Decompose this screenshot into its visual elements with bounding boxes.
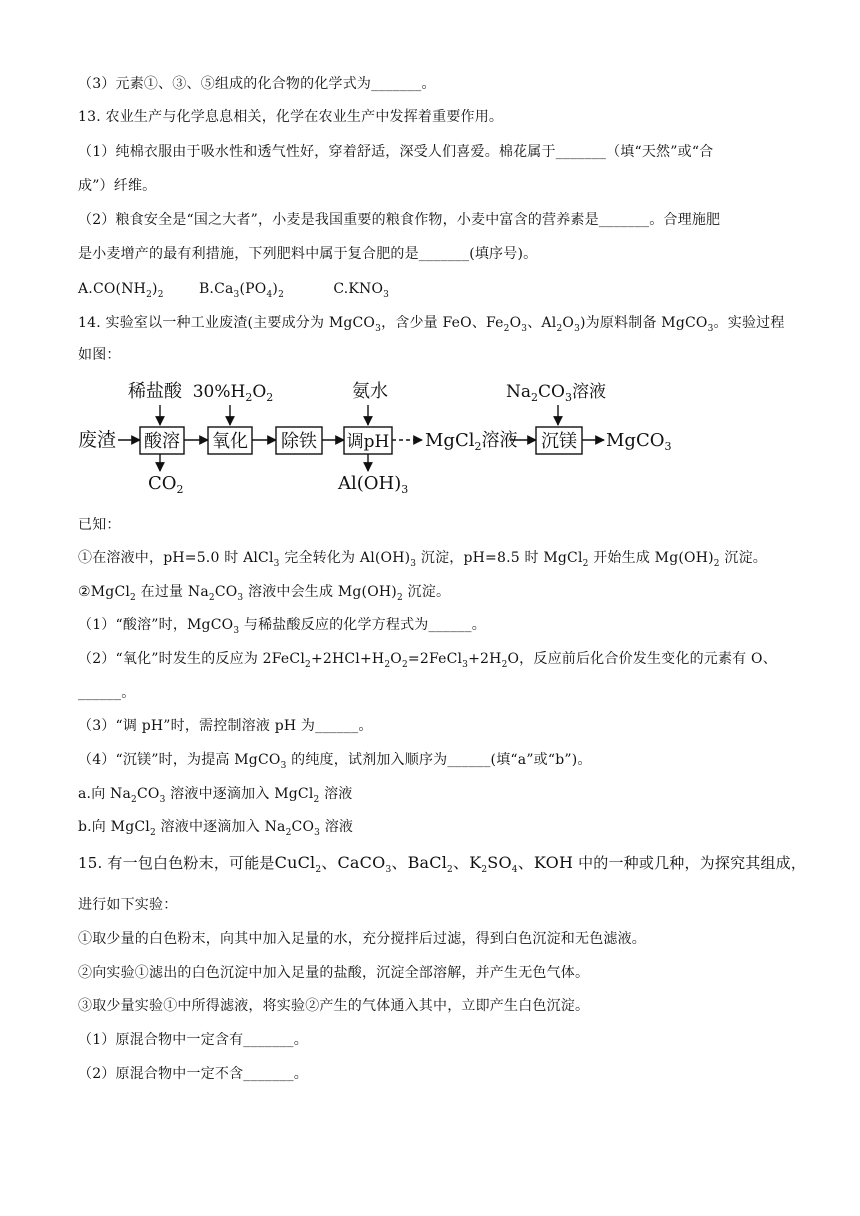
q15-step2: ②向实验①滤出的白色沉淀中加入足量的盐酸，沉淀全部溶解，并产生无色气体。 [78, 965, 590, 981]
q14-known-1: ①在溶液中，pH=5.0 时 AlCl$_3$ 完全转化为 $Al(OH)_3$ 沉淀，pH=8.5 时 MgCl$_2$ 开始生成 $Mg(OH)_2$ 沉淀。 [78, 550, 767, 569]
q15-part1: （1）原混合物中一定含有_______。 [78, 1032, 308, 1048]
process-flow-diagram [70, 345, 710, 505]
flow-output-co2: $CO_2$ [148, 473, 184, 496]
q13-stem: 13. 农业生产与化学息息相关，化学在农业生产中发挥着重要作用。 [78, 109, 504, 125]
q14-stem-line1: 14. 实验室以一种工业废渣(主要成分为 MgCO$_3$，含少量 FeO、$Fe_2O_3$、$Al_2O_3$)为原料制备 MgCO$_3$。实验过程 [78, 315, 785, 334]
flow-step-acid: 酸溶 [144, 431, 180, 452]
q13-option-a: $A.CO(NH_2)_2$ [78, 281, 164, 300]
q14-part2-line2: ______。 [78, 685, 136, 701]
flow-reagent-hcl: 稀盐酸 [128, 381, 182, 402]
q14-known: 已知： [78, 517, 121, 533]
q13-part2-line2: 是小麦增产的最有利措施，下列肥料中属于复合肥的是_______(填序号)。 [78, 246, 538, 262]
flow-step-oxidize: 氧化 [212, 431, 248, 452]
flow-step-remove-iron: 除铁 [281, 431, 317, 452]
q14-option-a: a.向 $Na_2CO_3$ 溶液中逐滴加入 MgCl$_2$ 溶液 [78, 786, 353, 805]
q15-stem-line2: 进行如下实验： [78, 897, 178, 913]
flow-step-adjust-ph: 调pH [346, 432, 390, 452]
q13-part1-line2: 成”）纤维。 [78, 178, 157, 194]
q13-option-c: $C.KNO_3$ [333, 281, 390, 300]
q14-part3: （3）“调 pH”时，需控制溶液 pH 为______。 [78, 718, 373, 734]
q15-part2: （2）原混合物中一定不含_______。 [78, 1066, 308, 1082]
flow-output-aloh3: $Al(OH)_3$ [338, 473, 409, 496]
q13-options [78, 279, 389, 305]
flow-reagent-ammonia: 氨水 [352, 381, 388, 402]
q13-option-b: $B.Ca_3(PO_4)_2$ [198, 281, 284, 300]
q14-part4: （4）“沉镁”时，为提高 MgCO$_3$ 的纯度，试剂加入顺序为______(填“a”或“b”)。 [78, 752, 592, 771]
q13-part1-line1: （1）纯棉衣服由于吸水性和透气性好，穿着舒适，深受人们喜爱。棉花属于_______（填“天然”或“合 [78, 144, 714, 160]
q14-known-2: ②MgCl$_2$ 在过量 $Na_2CO_3$ 溶液中会生成 $Mg(OH)_2$ 沉淀。 [78, 584, 451, 603]
q12-part3: （3）元素①、③、⑤组成的化合物的化学式为_______。 [78, 76, 436, 92]
q14-part1: （1）“酸溶”时，MgCO$_3$ 与稀盐酸反应的化学方程式为______。 [78, 617, 486, 636]
flow-step-precipitate: 沉镁 [541, 431, 577, 452]
q14-option-b: b.向 MgCl$_2$ 溶液中逐滴加入 $Na_2CO_3$ 溶液 [78, 819, 354, 838]
flow-end-mgco3: MgCO$_3$ [606, 430, 672, 453]
q14-part2-line1: （2）“氧化”时发生的反应为 $2FeCl_2+2HCl+H_2O_2=2FeCl_3+2H_2O$，反应前后化合价发生变化的元素有 O、 [78, 651, 777, 670]
flow-reagent-na2co3: $Na_2CO_3$溶液 [506, 382, 606, 404]
q15-step1: ①取少量的白色粉末，向其中加入足量的水，充分搅拌后过滤，得到白色沉淀和无色滤液。 [78, 931, 646, 947]
q15-stem-line1: 15. 有一包白色粉末，可能是CuCl$_2$、CaCO$_3$、BaCl$_2$、$K_2SO_4$、KOH 中的一种或几种，为探究其组成， [78, 853, 807, 876]
flow-mgcl2-solution: MgCl$_2$溶液 [425, 430, 518, 453]
flow-start-waste: 废渣 [78, 429, 117, 451]
q13-part2-line1: （2）粮食安全是“国之大者”，小麦是我国重要的粮食作物，小麦中富含的营养素是_______。合理施肥 [78, 212, 721, 228]
q15-step3: ③取少量实验①中所得滤液，将实验②产生的气体通入其中，立即产生白色沉淀。 [78, 998, 590, 1014]
q14-stem-line2: 如图： [78, 347, 121, 363]
flow-reagent-h2o2: $30\%H_2O_2$ [192, 382, 274, 404]
